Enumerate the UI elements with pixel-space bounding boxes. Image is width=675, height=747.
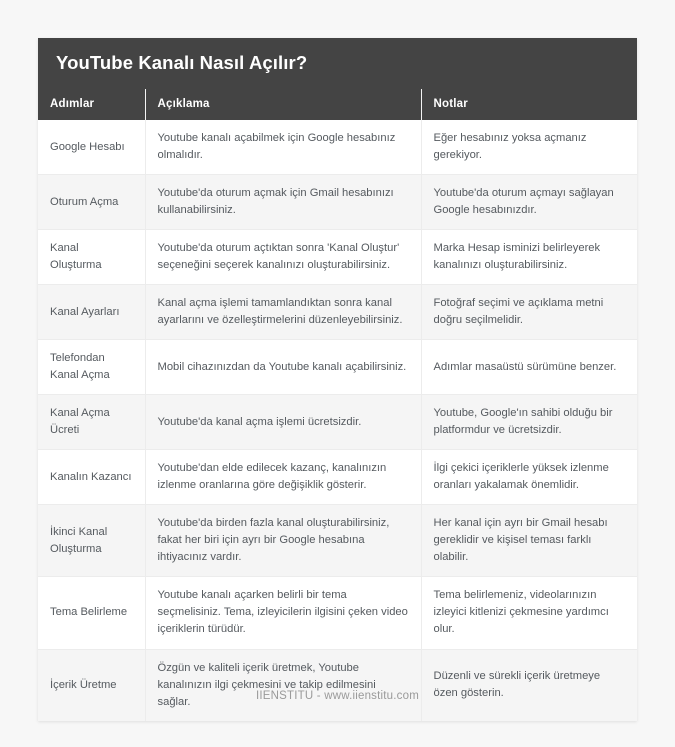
table-row <box>38 395 637 450</box>
cell-note: Düzenli ve sürekli içerik üretmeye özen gösterin. <box>421 649 637 721</box>
page-title: YouTube Kanalı Nasıl Açılır? <box>38 38 637 89</box>
cell-note: Fotoğraf seçimi ve açıklama metni doğru seçilmelidir. <box>421 285 637 340</box>
cell-step: Kanalın Kazancı <box>38 450 145 505</box>
table-card <box>38 38 637 721</box>
column-header-steps: Adımlar <box>38 89 145 120</box>
column-header-description: Açıklama <box>145 89 421 120</box>
cell-note: İlgi çekici içeriklerle yüksek izlenme oranları yakalamak önemlidir. <box>421 450 637 505</box>
table-row <box>38 340 637 395</box>
cell-description: Mobil cihazınızdan da Youtube kanalı açabilirsiniz. <box>145 340 421 395</box>
table-row <box>38 175 637 230</box>
cell-description: Youtube kanalı açarken belirli bir tema seçmelisiniz. Tema, izleyicilerin ilgisini çeken video içeriklerin türüdür. <box>145 577 421 649</box>
cell-note: Youtube, Google'ın sahibi olduğu bir platformdur ve ücretsizdir. <box>421 395 637 450</box>
table-row <box>38 649 637 721</box>
cell-step: Tema Belirleme <box>38 577 145 649</box>
cell-description: Youtube'da birden fazla kanal oluşturabilirsiniz, fakat her biri için ayrı bir Google hesabına ihtiyacınız vardır. <box>145 505 421 577</box>
table-row <box>38 285 637 340</box>
cell-description: Youtube'da kanal açma işlemi ücretsizdir. <box>145 395 421 450</box>
cell-note: Youtube'da oturum açmayı sağlayan Google hesabınızdır. <box>421 175 637 230</box>
cell-step: Oturum Açma <box>38 175 145 230</box>
table-row <box>38 120 637 175</box>
cell-note: Marka Hesap isminizi belirleyerek kanalınızı oluşturabilirsiniz. <box>421 230 637 285</box>
table-header-row <box>38 89 637 120</box>
table-row <box>38 450 637 505</box>
cell-step: Telefondan Kanal Açma <box>38 340 145 395</box>
table-header <box>38 89 637 120</box>
cell-note: Adımlar masaüstü sürümüne benzer. <box>421 340 637 395</box>
cell-description: Youtube'da oturum açmak için Gmail hesabınızı kullanabilirsiniz. <box>145 175 421 230</box>
cell-step: Kanal Açma Ücreti <box>38 395 145 450</box>
cell-step: İkinci Kanal Oluşturma <box>38 505 145 577</box>
cell-description: Youtube'da oturum açtıktan sonra 'Kanal Oluştur' seçeneğini seçerek kanalınızı oluşturabilirsiniz. <box>145 230 421 285</box>
cell-note: Her kanal için ayrı bir Gmail hesabı gereklidir ve kişisel teması farklı olabilir. <box>421 505 637 577</box>
cell-description: Youtube kanalı açabilmek için Google hesabınız olmalıdır. <box>145 120 421 175</box>
table-row <box>38 577 637 649</box>
steps-table <box>38 89 637 720</box>
cell-step: Kanal Oluşturma <box>38 230 145 285</box>
footer-credit: IIENSTITU - www.iienstitu.com <box>256 690 419 702</box>
cell-description: Özgün ve kaliteli içerik üretmek, Youtube kanalınızın ilgi çekmesini ve takip edilmesini sağlar. <box>145 649 421 721</box>
table-row <box>38 505 637 577</box>
cell-step: İçerik Üretme <box>38 649 145 721</box>
cell-step: Google Hesabı <box>38 120 145 175</box>
table-row <box>38 230 637 285</box>
cell-description: Kanal açma işlemi tamamlandıktan sonra kanal ayarlarını ve özelleştirmelerini düzenleyebilirsiniz. <box>145 285 421 340</box>
cell-note: Tema belirlemeniz, videolarınızın izleyici kitlenizi çekmesine yardımcı olur. <box>421 577 637 649</box>
cell-step: Kanal Ayarları <box>38 285 145 340</box>
table-body <box>38 120 637 720</box>
cell-description: Youtube'dan elde edilecek kazanç, kanalınızın izlenme oranlarına göre değişiklik gösterir. <box>145 450 421 505</box>
column-header-notes: Notlar <box>421 89 637 120</box>
cell-note: Eğer hesabınız yoksa açmanız gerekiyor. <box>421 120 637 175</box>
